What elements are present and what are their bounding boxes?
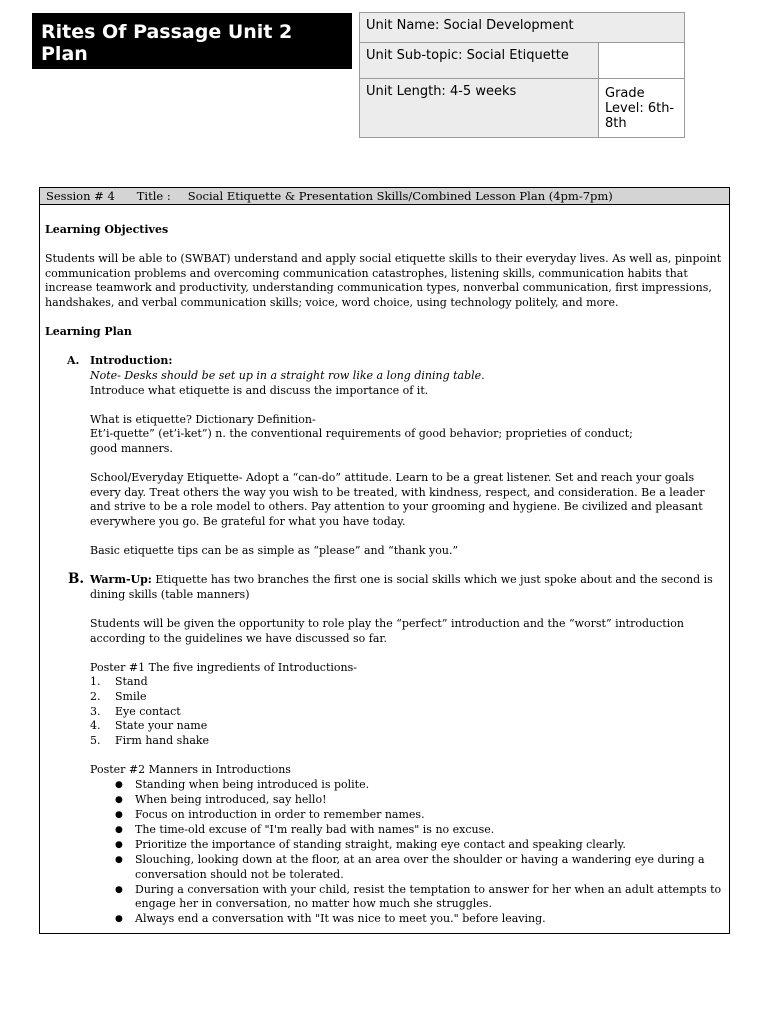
section-letter: A. [67, 354, 80, 368]
list-item: 2. Smile [90, 690, 147, 703]
list-item: ● Standing when being introduced is polite. [115, 777, 370, 791]
introduction-note: Note- Desks should be set up in a straight row like a long dining table. [90, 368, 485, 382]
etiquette-tips-text: Basic etiquette tips can be as simple as “please” and “thank you.” [90, 544, 459, 558]
bullet-icon: ● [115, 824, 123, 835]
list-item: ● Prioritize the importance of standing straight, making eye contact and speaking clearly. [115, 837, 626, 851]
definition-line-2: good manners. [90, 441, 173, 455]
list-item: 1. Stand [90, 675, 148, 689]
session-title: Social Etiquette & Presentation Skills/Combined Lesson Plan (4pm-7pm) [187, 189, 613, 203]
poster-2-list [90, 778, 723, 927]
warmup-heading: Warm-Up: [90, 573, 152, 587]
objectives-heading: Learning Objectives [45, 223, 169, 236]
list-item: 5. Firm hand shake [90, 733, 210, 747]
bullet-icon: ● [115, 794, 123, 805]
warmup-section [45, 573, 723, 927]
list-item: ● The time-old excuse of "I'm really bad with names" is no excuse. [115, 822, 495, 836]
school-etiquette-text: School/Everyday Etiquette- Adopt a “can-do” attitude. Learn to be a great listener. Set and reach your goals every day. Treat others the way you wish to be treated, with kindness, respect, and consideration. Be a leader and strive to be a role model to others. Pay attention to your grooming and hygiene. Be civilized and pleasant everywhere you go. Be grateful for what you have today. [90, 471, 705, 528]
definition-line-1: Et’i-quette” (et’i-ket”) n. the conventional requirements of good behavior; proprieties of conduct; [90, 427, 633, 441]
bullet-icon: ● [115, 855, 123, 866]
roleplay-text: Students will be given the opportunity to role play the “perfect” introduction and the “worst” introduction according to the guidelines we have discussed so far. [90, 617, 684, 645]
list-item: 3. Eye contact [90, 704, 181, 718]
bullet-icon: ● [115, 914, 123, 925]
bullet-icon: ● [115, 839, 123, 850]
bullet-icon: ● [115, 884, 123, 895]
session-title-label: Title : [136, 189, 171, 203]
introduction-section [45, 354, 723, 573]
unit-length-cell: Unit Length: 4-5 weeks [360, 79, 599, 138]
poster-1-list [90, 675, 723, 748]
session-number: Session # 4 [46, 189, 115, 203]
list-item: ● During a conversation with your child, resist the temptation to answer for her when an adult attempts to engage her in conversation, no matter how much she struggles. [115, 882, 722, 911]
sub-topic-cell: Unit Sub-topic: Social Etiquette [360, 43, 599, 79]
session-bar [40, 188, 729, 205]
list-item: ● Slouching, looking down at the floor, at an area over the shoulder or having a wandering eye during a conversation should not be tolerated. [115, 853, 705, 881]
plan-heading: Learning Plan [45, 325, 132, 339]
definition-question: What is etiquette? Dictionary Definition- [90, 412, 316, 426]
introduction-line: Introduce what etiquette is and discuss the importance of it. [90, 383, 429, 397]
objectives-text: Students will be able to (SWBAT) understand and apply social etiquette skills to their everyday lives. As well as, pinpoint communication problems and overcoming communication catastrophes, listening skills, communication habits that increase teamwork and productivity, understanding communication types, nonverbal communication, first impressions, handshakes, and verbal communication skills; voice, word choice, using technology politely, and more. [45, 252, 722, 309]
bullet-icon: ● [115, 779, 123, 790]
lesson-plan-box [39, 187, 730, 934]
warmup-text: Etiquette has two branches the first one is social skills which we just spoke about and the second is dining skills (table manners) [90, 573, 713, 601]
section-letter: B. [68, 571, 85, 588]
sub-topic-empty-cell [599, 43, 685, 79]
list-item: ● When being introduced, say hello! [115, 792, 327, 806]
list-item: ● Focus on introduction in order to remember names. [115, 807, 425, 821]
poster-1-title: Poster #1 The five ingredients of Introductions- [90, 660, 357, 674]
unit-name-cell: Unit Name: Social Development [360, 13, 685, 43]
list-item: ● Always end a conversation with "It was nice to meet you." before leaving. [115, 912, 546, 926]
unit-info-table [359, 12, 685, 138]
grade-level-cell: Grade Level: 6th-8th [599, 79, 685, 138]
poster-2-title: Poster #2 Manners in Introductions [90, 762, 291, 776]
introduction-heading: Introduction: [90, 354, 173, 368]
bullet-icon: ● [115, 809, 123, 820]
list-item: 4. State your name [90, 719, 208, 733]
document-title: Rites Of Passage Unit 2 Plan [32, 13, 352, 69]
